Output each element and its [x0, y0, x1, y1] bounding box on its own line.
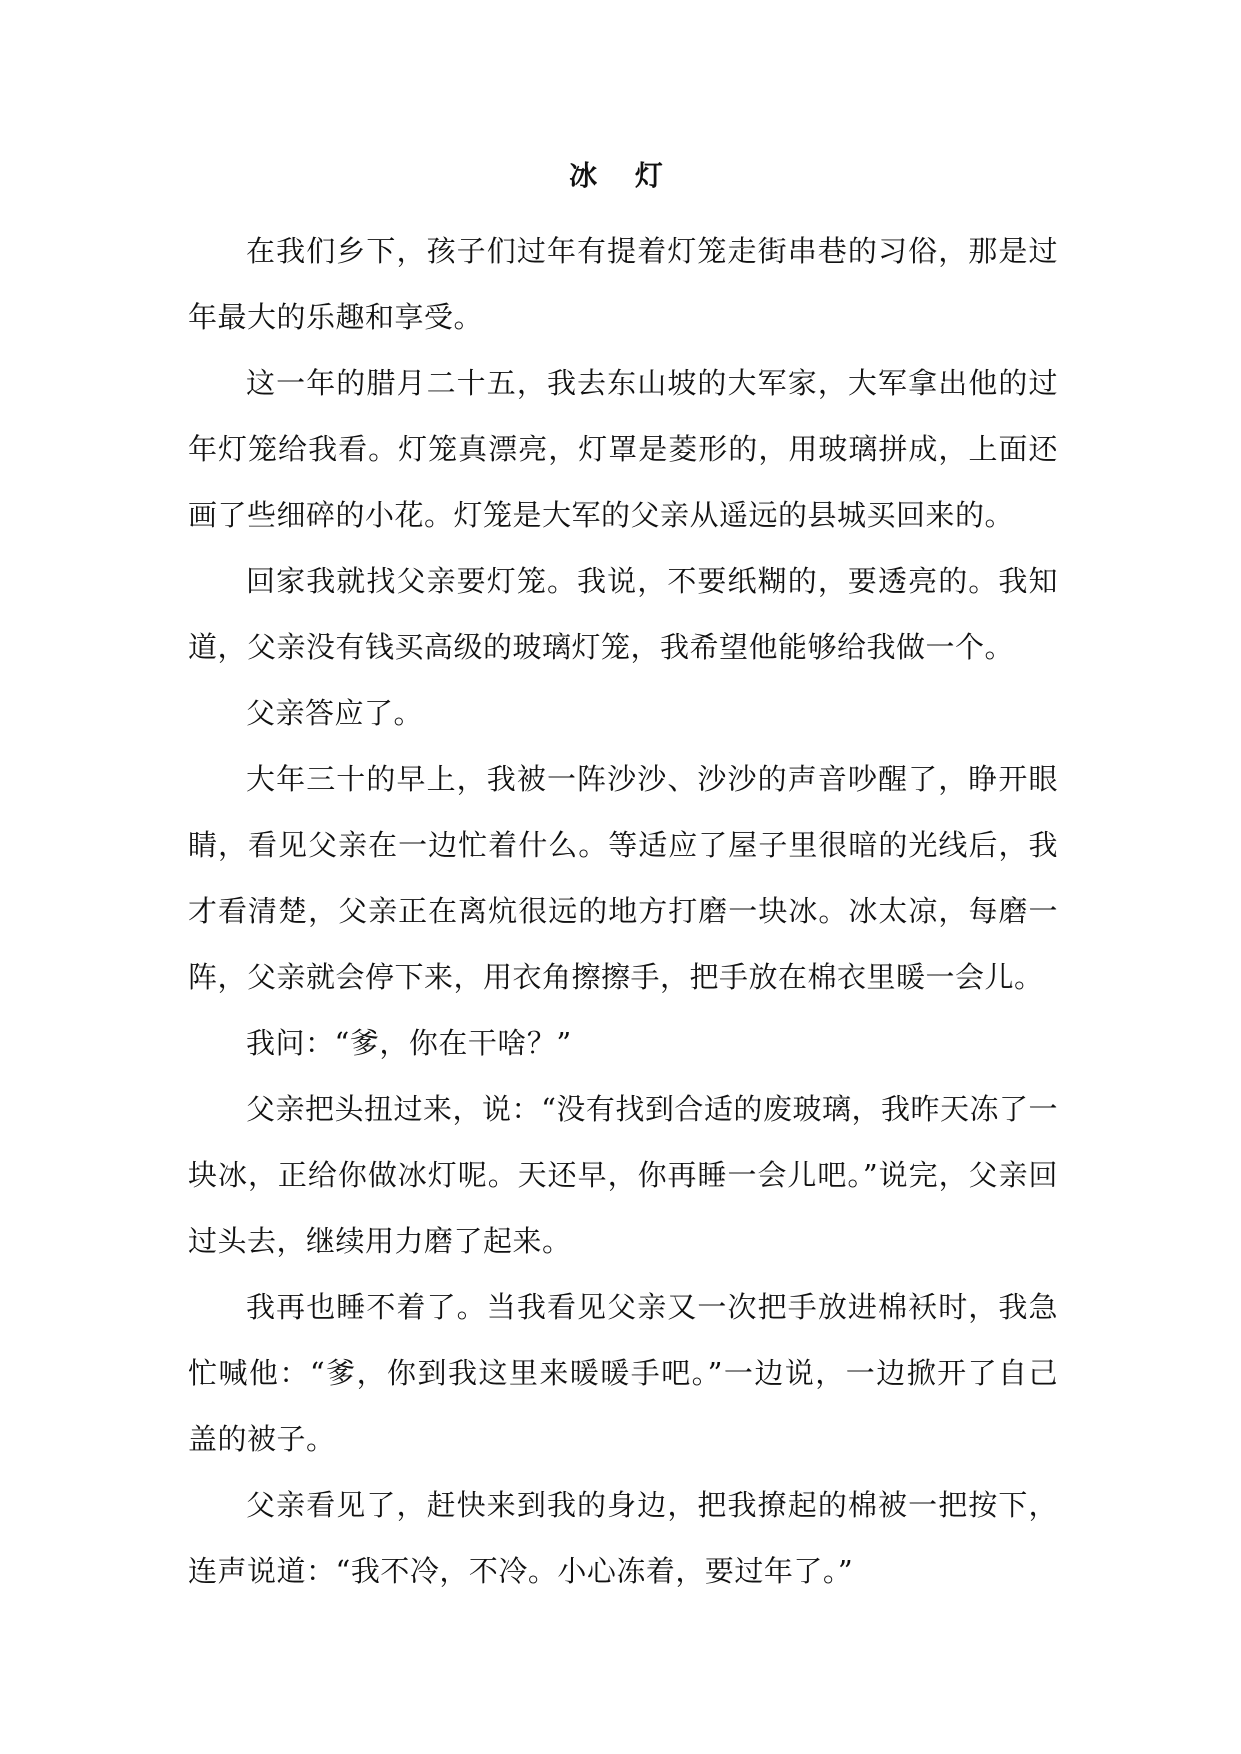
paragraph-7: 父亲把头扭过来，说：“没有找到合适的废玻璃，我昨天冻了一块冰，正给你做冰灯呢。天还早，你再睡一会儿吧。”说完，父亲回过头去，继续用力磨了起来。 [188, 1092, 1058, 1258]
paragraph-9: 父亲看见了，赶快来到我的身边，把我撩起的棉被一把按下，连声说道：“我不冷，不冷。小心冻着，要过年了。” [188, 1488, 1058, 1588]
paragraph-2: 这一年的腊月二十五，我去东山坡的大军家，大军拿出他的过年灯笼给我看。灯笼真漂亮，灯罩是菱形的，用玻璃拼成，上面还画了些细碎的小花。灯笼是大军的父亲从遥远的县城买回来的。 [188, 366, 1058, 532]
paragraph-1: 在我们乡下，孩子们过年有提着灯笼走街串巷的习俗，那是过年最大的乐趣和享受。 [188, 234, 1058, 334]
paragraph-3: 回家我就找父亲要灯笼。我说，不要纸糊的，要透亮的。我知道，父亲没有钱买高级的玻璃灯笼，我希望他能够给我做一个。 [188, 564, 1058, 664]
document-page [188, 156, 1058, 1604]
paragraph-5: 大年三十的早上，我被一阵沙沙、沙沙的声音吵醒了，睁开眼睛，看见父亲在一边忙着什么。等适应了屋子里很暗的光线后，我才看清楚，父亲正在离炕很远的地方打磨一块冰。冰太凉，每磨一阵，父亲就会停下来，用衣角擦擦手，把手放在棉衣里暖一会儿。 [188, 762, 1058, 994]
paragraph-6: 我问：“爹，你在干啥？” [246, 1026, 572, 1060]
paragraph-4: 父亲答应了。 [246, 696, 424, 730]
document-title: 冰 灯 [569, 159, 677, 192]
paragraph-8: 我再也睡不着了。当我看见父亲又一次把手放进棉袄时，我急忙喊他：“爹，你到我这里来暖暖手吧。”一边说，一边掀开了自己盖的被子。 [188, 1290, 1058, 1456]
